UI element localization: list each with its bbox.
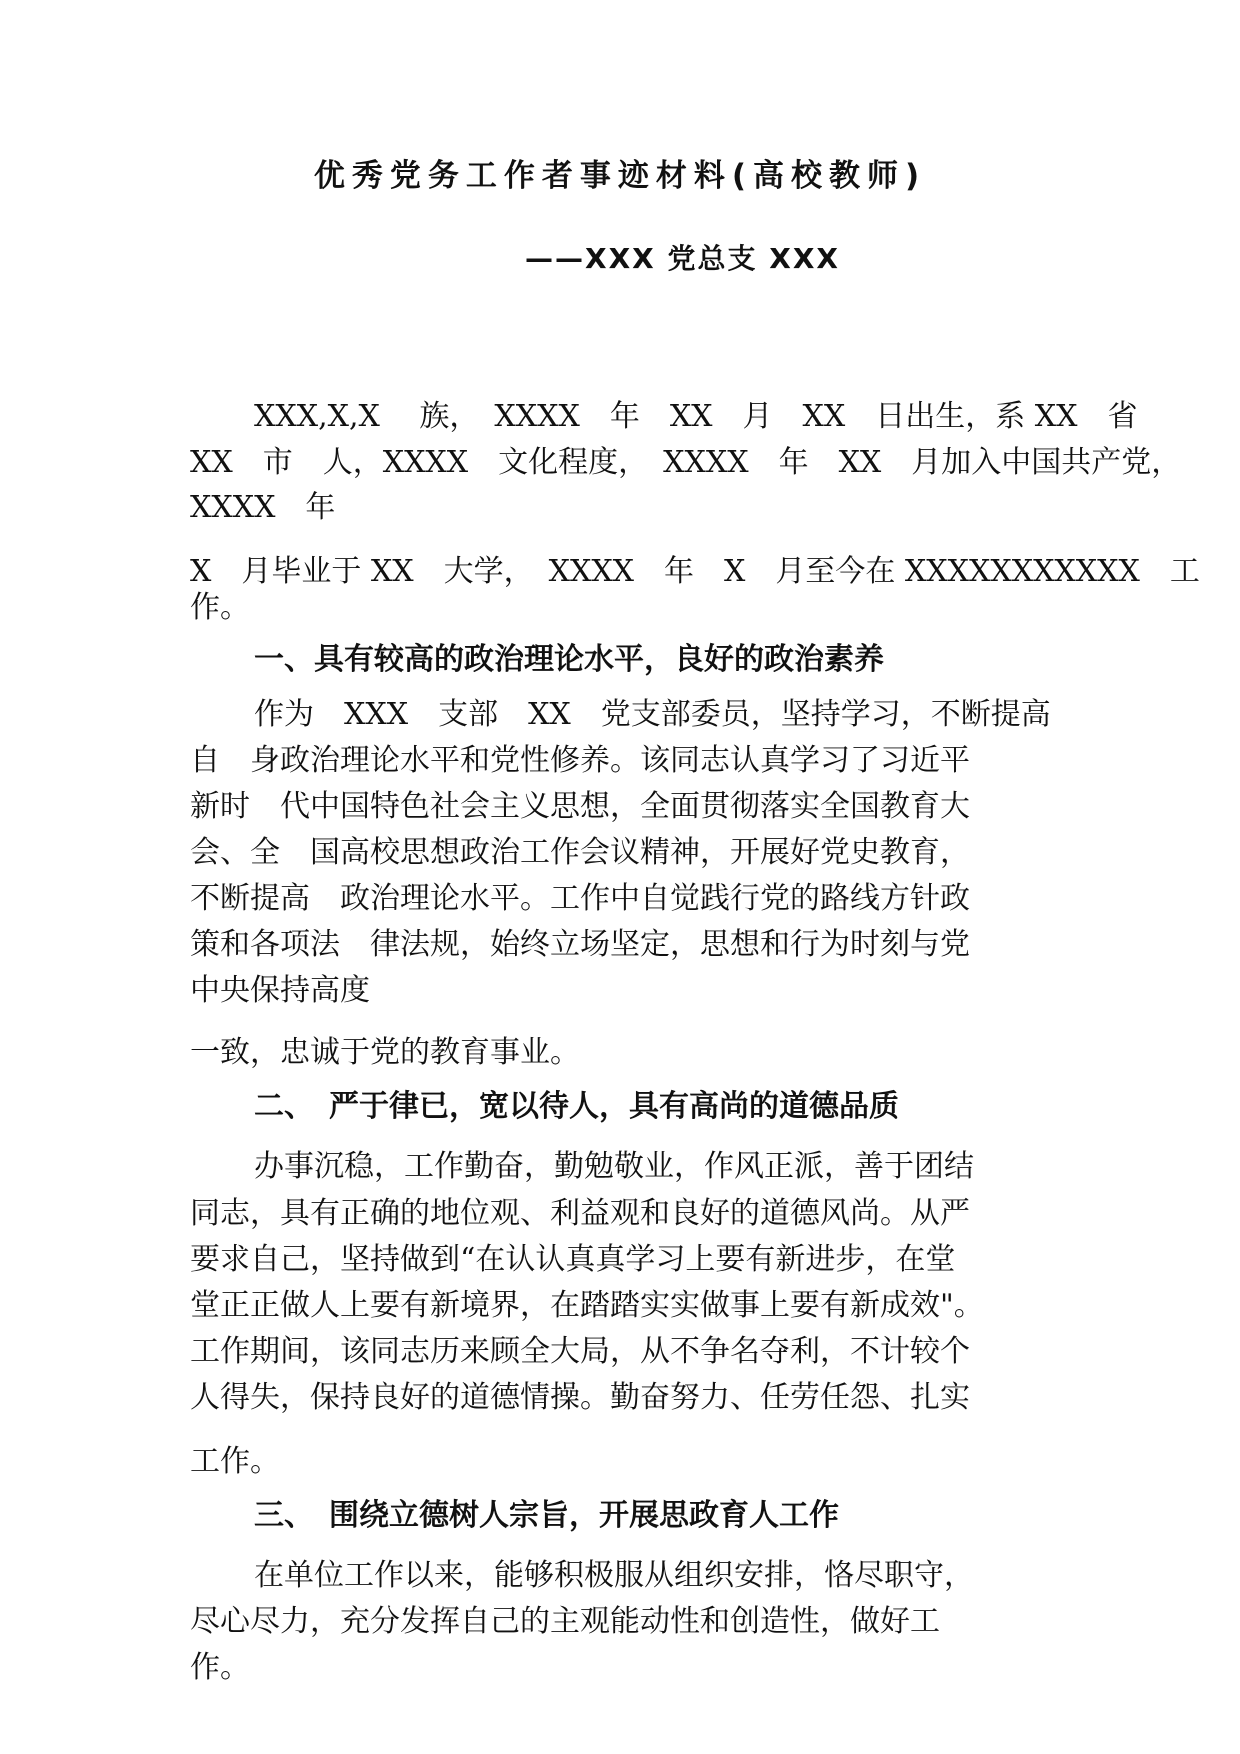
body-line: 堂正正做人上要有新境界，在踏踏实实做事上要有新成效"。	[190, 1288, 984, 1323]
section-heading-1: 一、具有较高的政治理论水平，良好的政治素养	[254, 642, 884, 677]
body-line: 新时 代中国特色社会主义思想，全面贯彻落实全国教育大	[190, 789, 970, 824]
body-line: 会、全 国高校思想政治工作会议精神，开展好党史教育，	[190, 835, 970, 870]
document-subtitle: ——XXX 党总支 XXX	[525, 242, 841, 275]
body-line: 自 身政治理论水平和党性修养。该同志认真学习了习近平	[190, 743, 970, 778]
body-line: 人得失，保持良好的道德情操。勤奋努力、任劳任怨、扎实	[190, 1380, 970, 1415]
body-line: 作。	[190, 1650, 250, 1685]
body-line: 一致，忠诚于党的教育事业。	[190, 1035, 580, 1070]
document-title: 优秀党务工作者事迹材料(高校教师)	[313, 158, 927, 194]
intro-line: X 月毕业于 XX 大学， XXXX 年 X 月至今在 XXXXXXXXXXX 工	[190, 554, 1200, 589]
section-heading-2: 二、 严于律已，宽以待人，具有高尚的道德品质	[254, 1089, 899, 1124]
intro-line: 作。	[190, 590, 250, 625]
intro-line: XXX,X,X 族， XXXX 年 XX 月 XX 日出生，系 XX 省	[254, 399, 1138, 434]
body-line: 要求自己，坚持做到“在认认真真学习上要有新进步，在堂	[190, 1242, 956, 1277]
body-line: 中央保持高度	[190, 973, 370, 1008]
body-line: 在单位工作以来，能够积极服从组织安排，恪尽职守，	[254, 1558, 974, 1593]
intro-line: XXXX 年	[190, 490, 336, 525]
body-line: 策和各项法 律法规，始终立场坚定，思想和行为时刻与党	[190, 927, 970, 962]
section-heading-3: 三、 围绕立德树人宗旨，开展思政育人工作	[254, 1498, 839, 1533]
body-line: 工作。	[190, 1444, 280, 1479]
body-line: 不断提高 政治理论水平。工作中自觉践行党的路线方针政	[190, 881, 970, 916]
body-line: 办事沉稳，工作勤奋，勤勉敬业，作风正派，善于团结	[254, 1149, 974, 1184]
intro-line: XX 市 人，XXXX 文化程度， XXXX 年 XX 月加入中国共产党，	[190, 445, 1182, 480]
body-line: 同志，具有正确的地位观、利益观和良好的道德风尚。从严	[190, 1196, 970, 1231]
body-line: 作为 XXX 支部 XX 党支部委员，坚持学习，不断提高	[254, 697, 1051, 732]
body-line: 工作期间，该同志历来顾全大局，从不争名夺利，不计较个	[190, 1334, 970, 1369]
body-line: 尽心尽力，充分发挥自己的主观能动性和创造性，做好工	[190, 1604, 940, 1639]
